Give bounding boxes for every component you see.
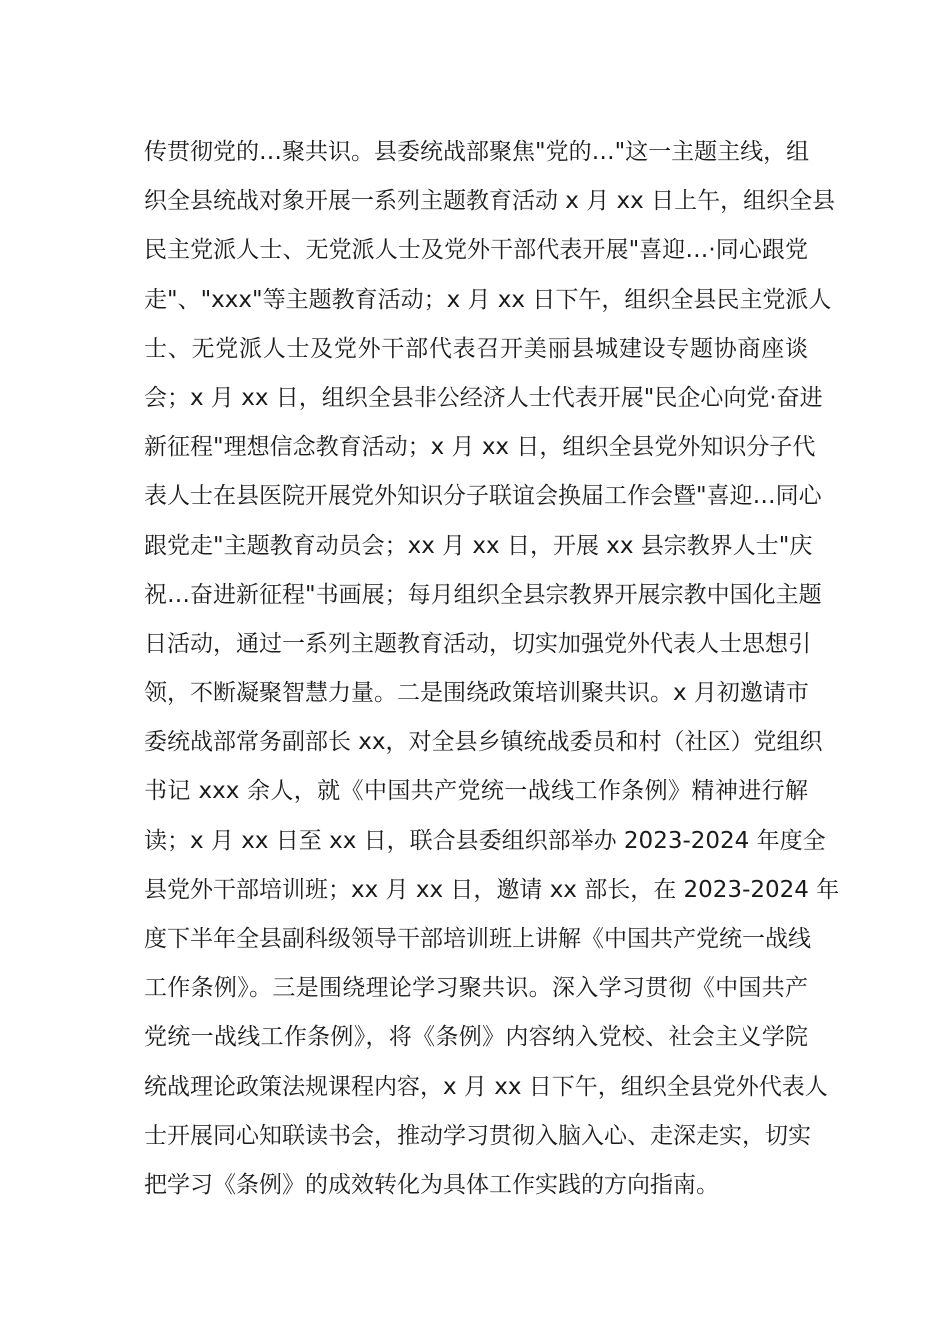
- text-line: 统战理论政策法规课程内容，x 月 xx 日下午，组织全县党外代表人: [144, 1073, 828, 1100]
- text-line: 领，不断凝聚智慧力量。二是围绕政策培训聚共识。x 月初邀请市: [144, 680, 809, 707]
- text-line: 日活动，通过一系列主题教育活动，切实加强党外代表人士思想引: [144, 630, 811, 657]
- text-line: 织全县统战对象开展一系列主题教育活动 x 月 xx 日上午，组织全县: [144, 188, 836, 215]
- body-paragraph: [144, 130, 840, 1212]
- text-line: 书记 xxx 余人，就《中国共产党统一战线工作条例》精神进行解: [144, 778, 808, 805]
- text-line: 度下半年全县副科级领导干部培训班上讲解《中国共产党统一战线: [144, 926, 811, 952]
- text-line: 会；x 月 xx 日，组织全县非公经济人士代表开展"民企心向党·奋进: [144, 384, 823, 411]
- text-line: 县党外干部培训班；xx 月 xx 日，邀请 xx 部长，在 2023-2024 年: [144, 876, 840, 903]
- text-line: 士开展同心知联读书会，推动学习贯彻入脑入心、走深走实，切实: [144, 1122, 811, 1149]
- text-line: 表人士在县医院开展党外知识分子联谊会换届工作会暨"喜迎…同心: [144, 483, 822, 510]
- text-line: 祝…奋进新征程"书画展；每月组织全县宗教界开展宗教中国化主题: [144, 581, 822, 608]
- text-line: 走"、"xxx"等主题教育活动；x 月 xx 日下午，组织全县民主党派人: [144, 286, 832, 313]
- text-line: 新征程"理想信念教育活动；x 月 xx 日，组织全县党外知识分子代: [144, 434, 816, 461]
- text-line: 民主党派人士、无党派人士及党外干部代表开展"喜迎…·同心跟党: [144, 237, 808, 264]
- text-line: 传贯彻党的…聚共识。县委统战部聚焦"党的…"这一主题主线，组: [144, 139, 810, 165]
- text-line: 士、无党派人士及党外干部代表召开美丽县城建设专题协商座谈: [144, 335, 808, 362]
- text-line: 工作条例》。三是围绕理论学习聚共识。深入学习贯彻《中国共产: [144, 975, 808, 1002]
- text-line: 读；x 月 xx 日至 xx 日，联合县委组织部举办 2023-2024 年度全: [144, 827, 826, 854]
- text-line: 跟党走"主题教育动员会；xx 月 xx 日，开展 xx 县宗教界人士"庆: [144, 532, 813, 559]
- text-line: 委统战部常务副部长 xx，对全县乡镇统战委员和村（社区）党组织: [144, 729, 823, 756]
- text-line: 党统一战线工作条例》，将《条例》内容纳入党校、社会主义学院: [144, 1024, 808, 1051]
- text-line: 把学习《条例》的成效转化为具体工作实践的方向指南。: [144, 1171, 719, 1198]
